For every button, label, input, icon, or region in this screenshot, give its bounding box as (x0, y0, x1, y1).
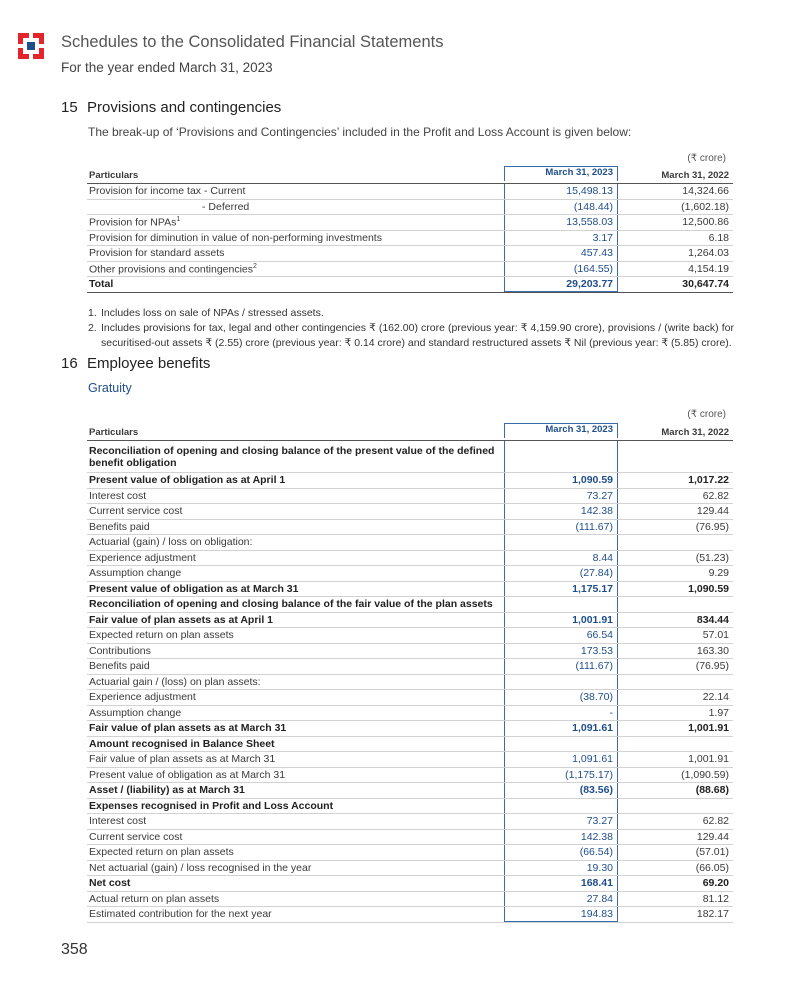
footnote: 2. Includes provisions for tax, legal and other contingencies ₹ (162.00) crore (previous year: ₹ 4,159.90 crore), provisions / (write back) for securitised-out assets ₹ (2.55) crore (previous year: ₹ 0.14 crore) and standard restructured assets ₹ Nil (previous year: ₹ (5.85) crore). (88, 322, 734, 349)
table-row (87, 215, 733, 231)
row-label: Provision for diminution in value of non-performing investments (89, 231, 382, 244)
section-title: Provisions and contingencies (87, 99, 282, 116)
value-2023: (66.54) (504, 845, 618, 860)
row-label: Provision for income tax - Current (89, 185, 246, 198)
row-label: Experience adjustment (89, 691, 196, 704)
value-2023: 19.30 (504, 861, 618, 876)
value-2022: (88.68) (695, 784, 729, 797)
bank-logo-icon (18, 33, 44, 59)
table-row (87, 520, 733, 536)
value-2023: 3.17 (504, 231, 618, 246)
row-label: Contributions (89, 644, 151, 657)
value-2023: 1,091.61 (504, 752, 618, 767)
page-header-subtitle: For the year ended March 31, 2023 (61, 60, 273, 75)
value-2022: (1,602.18) (681, 200, 729, 213)
value-2022: (57.01) (695, 846, 729, 859)
table-header-row (87, 423, 733, 441)
row-label: Reconciliation of opening and closing balance of the fair value of the plan assets (89, 598, 493, 611)
section-number: 16 (61, 355, 78, 372)
column-header: March 31, 2023 (504, 166, 618, 181)
row-label: Net actuarial (gain) / loss recognised in the year (89, 861, 312, 874)
value-2022: 1,017.22 (688, 474, 729, 487)
value-2023: (111.67) (504, 520, 618, 535)
value-2023: 27.84 (504, 892, 618, 907)
value-2023: (111.67) (504, 659, 618, 674)
section-16-heading (61, 355, 210, 372)
row-label: Expected return on plan assets (89, 629, 234, 642)
table-row (87, 200, 733, 216)
table-row (87, 814, 733, 830)
row-label: Assumption change (89, 567, 182, 580)
table-row (87, 582, 733, 598)
column-header: Particulars (89, 170, 139, 181)
column-header: March 31, 2022 (661, 170, 729, 181)
value-2023: 194.83 (504, 907, 618, 922)
value-2023: 13,558.03 (504, 215, 618, 230)
row-label: Present value of obligation as at April 1 (89, 474, 286, 487)
table-row (87, 551, 733, 567)
value-2023 (504, 737, 618, 752)
row-label: Interest cost (89, 815, 147, 828)
value-2022: (76.95) (695, 520, 729, 533)
value-2022: 14,324.66 (682, 185, 729, 198)
row-label: Asset / (liability) as at March 31 (89, 784, 245, 797)
value-2023: 168.41 (504, 876, 618, 891)
row-label: Present value of obligation as at March 31 (89, 582, 299, 595)
value-2022: 12,500.86 (682, 216, 729, 229)
value-2022: 129.44 (696, 830, 729, 843)
value-2022: (76.95) (695, 660, 729, 673)
value-2023: 8.44 (504, 551, 618, 566)
table-row (87, 907, 733, 923)
footnotes (88, 306, 734, 351)
value-2022: 834.44 (696, 613, 729, 626)
page-number: 358 (61, 941, 88, 958)
value-2023: (83.56) (504, 783, 618, 798)
table-row (87, 489, 733, 505)
table-row (87, 184, 733, 200)
page-header-title: Schedules to the Consolidated Financial Statements (61, 33, 444, 51)
value-2022: 1,090.59 (688, 582, 729, 595)
table-row (87, 830, 733, 846)
section-15-heading (61, 99, 281, 116)
gratuity-subheading: Gratuity (88, 381, 132, 395)
table-row (87, 737, 733, 753)
value-2023 (504, 675, 618, 690)
row-label: - Deferred (202, 200, 250, 213)
value-2022: 9.29 (708, 567, 729, 580)
table-row (87, 876, 733, 892)
value-2023: 29,203.77 (504, 277, 618, 292)
table-row (87, 644, 733, 660)
value-2023 (504, 799, 618, 814)
value-2022: 22.14 (702, 691, 729, 704)
unit-label: (₹ crore) (687, 409, 726, 420)
column-header: Particulars (89, 427, 139, 438)
table-row (87, 706, 733, 722)
column-header: March 31, 2023 (504, 423, 618, 438)
value-2022: 163.30 (696, 644, 729, 657)
row-label: Actuarial gain / (loss) on plan assets: (89, 675, 261, 688)
value-2022: (1,090.59) (681, 768, 729, 781)
table-row (87, 231, 733, 247)
table-row (87, 613, 733, 629)
column-header: March 31, 2022 (661, 427, 729, 438)
row-label: Fair value of plan assets as at April 1 (89, 613, 274, 626)
value-2022: 30,647.74 (682, 278, 729, 291)
value-2023: 142.38 (504, 504, 618, 519)
row-label: Expected return on plan assets (89, 846, 234, 859)
row-label: Current service cost (89, 505, 183, 518)
row-label: Assumption change (89, 706, 182, 719)
value-2023: 73.27 (504, 489, 618, 504)
row-label: Net cost (89, 877, 131, 890)
value-2023: 173.53 (504, 644, 618, 659)
value-2023: 1,001.91 (504, 613, 618, 628)
table-row (87, 659, 733, 675)
value-2022: 62.82 (702, 489, 729, 502)
provisions-table (87, 166, 733, 293)
value-2022: (51.23) (695, 551, 729, 564)
value-2023: (38.70) (504, 690, 618, 705)
table-row (87, 768, 733, 784)
row-label: Amount recognised in Balance Sheet (89, 737, 275, 750)
gratuity-table (87, 423, 733, 923)
row-label: Provision for standard assets (89, 247, 225, 260)
value-2023: 142.38 (504, 830, 618, 845)
row-label: Benefits paid (89, 520, 150, 533)
table-row (87, 628, 733, 644)
value-2023: 66.54 (504, 628, 618, 643)
table-row (87, 473, 733, 489)
row-label: Experience adjustment (89, 551, 196, 564)
table-row (87, 246, 733, 262)
value-2022: 182.17 (696, 908, 729, 921)
value-2022: 69.20 (702, 877, 729, 890)
table-row (87, 752, 733, 768)
table-row (87, 690, 733, 706)
table-row (87, 892, 733, 908)
section-number: 15 (61, 99, 78, 116)
footnote: 1. Includes loss on sale of NPAs / stressed assets. (88, 307, 324, 319)
value-2023 (504, 597, 618, 612)
table-row (87, 504, 733, 520)
value-2022: 81.12 (702, 892, 729, 905)
table-header-row (87, 166, 733, 184)
value-2023: 15,498.13 (504, 184, 618, 199)
row-label: Reconciliation of opening and closing balance of the present value of the defined benefit obligation (89, 444, 495, 469)
section-15-intro: The break-up of ‘Provisions and Contingencies’ included in the Profit and Loss Account is given below: (88, 125, 632, 139)
row-label: Actuarial (gain) / loss on obligation: (89, 536, 253, 549)
row-label: Fair value of plan assets as at March 31 (89, 722, 287, 735)
table-row (87, 262, 733, 278)
row-label: Actual return on plan assets (89, 892, 220, 905)
table-row (87, 845, 733, 861)
value-2022: 6.18 (708, 231, 729, 244)
row-label: Present value of obligation as at March 31 (89, 768, 286, 781)
value-2023: 1,175.17 (504, 582, 618, 597)
table-row (87, 277, 733, 293)
row-label: Fair value of plan assets as at March 31 (89, 753, 276, 766)
value-2023: 73.27 (504, 814, 618, 829)
table-row (87, 721, 733, 737)
table-row (87, 861, 733, 877)
table-row (87, 783, 733, 799)
value-2023: 1,091.61 (504, 721, 618, 736)
value-2022: 4,154.19 (688, 262, 729, 275)
value-2023 (504, 535, 618, 550)
table-row (87, 799, 733, 815)
table-row (87, 566, 733, 582)
value-2023: (1,175.17) (504, 768, 618, 783)
row-label: Current service cost (89, 830, 183, 843)
value-2023: (164.55) (504, 262, 618, 277)
table-row (87, 597, 733, 613)
value-2023: 1,090.59 (504, 473, 618, 488)
value-2022: 57.01 (702, 629, 729, 642)
value-2022: 1,264.03 (688, 247, 729, 260)
value-2022: 1,001.91 (688, 722, 729, 735)
row-label: Estimated contribution for the next year (89, 908, 272, 921)
row-label: Other provisions and contingencies$^2$ (89, 262, 257, 275)
row-label: Total (89, 278, 114, 291)
table-row (87, 441, 733, 473)
value-2022: (66.05) (695, 861, 729, 874)
value-2023: - (504, 706, 618, 721)
row-label: Provision for NPAs$^1$ (89, 216, 181, 229)
row-label: Interest cost (89, 489, 147, 502)
value-2022: 1,001.91 (688, 753, 729, 766)
table-row (87, 535, 733, 551)
value-2023: (148.44) (504, 200, 618, 215)
row-label: Expenses recognised in Profit and Loss Account (89, 799, 334, 812)
value-2023: 457.43 (504, 246, 618, 261)
section-title: Employee benefits (87, 355, 211, 372)
value-2022: 129.44 (696, 505, 729, 518)
value-2022: 1.97 (708, 706, 729, 719)
value-2022: 62.82 (702, 815, 729, 828)
table-row (87, 675, 733, 691)
value-2023: (27.84) (504, 566, 618, 581)
unit-label: (₹ crore) (687, 153, 726, 164)
footnote-ref: 2 (253, 262, 257, 270)
value-2023 (504, 441, 618, 472)
row-label: Benefits paid (89, 660, 150, 673)
footnote-ref: 1 (176, 216, 181, 223)
